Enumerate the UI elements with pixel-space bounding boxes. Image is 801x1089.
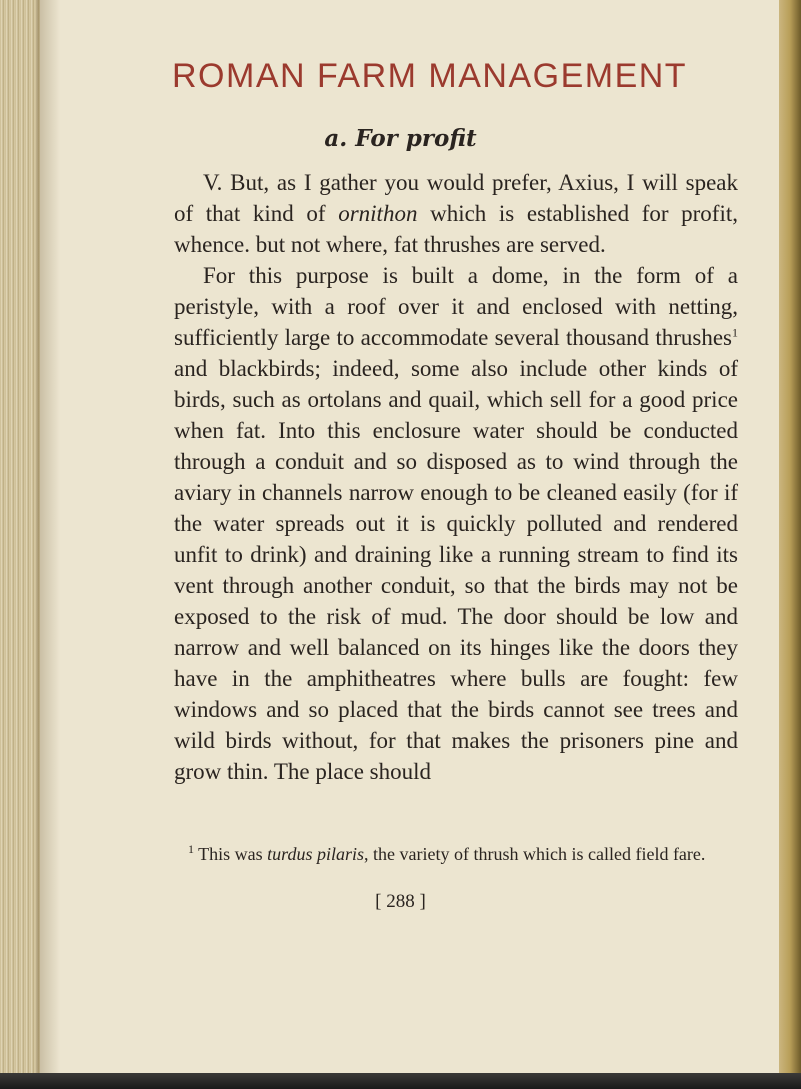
section-title: a. For profit	[324, 125, 477, 152]
bottom-edge	[0, 1073, 801, 1089]
book-gutter	[0, 0, 40, 1089]
footnote-marker: 1	[188, 842, 194, 856]
footnote: $^1$ This was turdus pilaris, the variety of thrush which is called field fare.	[188, 842, 706, 864]
paragraph: For this purpose is built a dome, in the form of a peristyle, with a roof over it and enclosed with netting, sufficiently large to accommodate several thousand thrushes$^1$ and blackbirds; indeed, some also include other kinds of birds, such as ortolans and quail, which sell for a good price when fat. Into this enclosure water should be conducted through a conduit and so disposed as to wind through the aviary in channels narrow enough to be cleaned easily (for if the water spreads out it is quickly polluted and rendered unfit to drink) and draining like a running stream to find its vent through another conduit, so that the birds may not be exposed to the risk of mud. The door should be low and narrow and well balanced on its hinges like the doors they have in the amphitheatres where bulls are fought: few windows and so placed that the birds cannot see trees and wild birds without, for that makes the prisoners pine and grow thin. The place should	[174, 263, 738, 784]
page-stack-edge	[779, 0, 801, 1089]
gutter-shadow	[36, 0, 60, 1089]
footnote-ref: 1	[732, 325, 738, 340]
paragraph: V. But, as I gather you would prefer, Axius, I will speak of that kind of ornithon which is established for profit, whence. but not where, fat thrushes are served.	[174, 170, 739, 257]
body-text	[174, 167, 738, 787]
running-head: ROMAN FARM MANAGEMENT	[172, 57, 688, 95]
page-number: [ 288 ]	[375, 891, 426, 912]
